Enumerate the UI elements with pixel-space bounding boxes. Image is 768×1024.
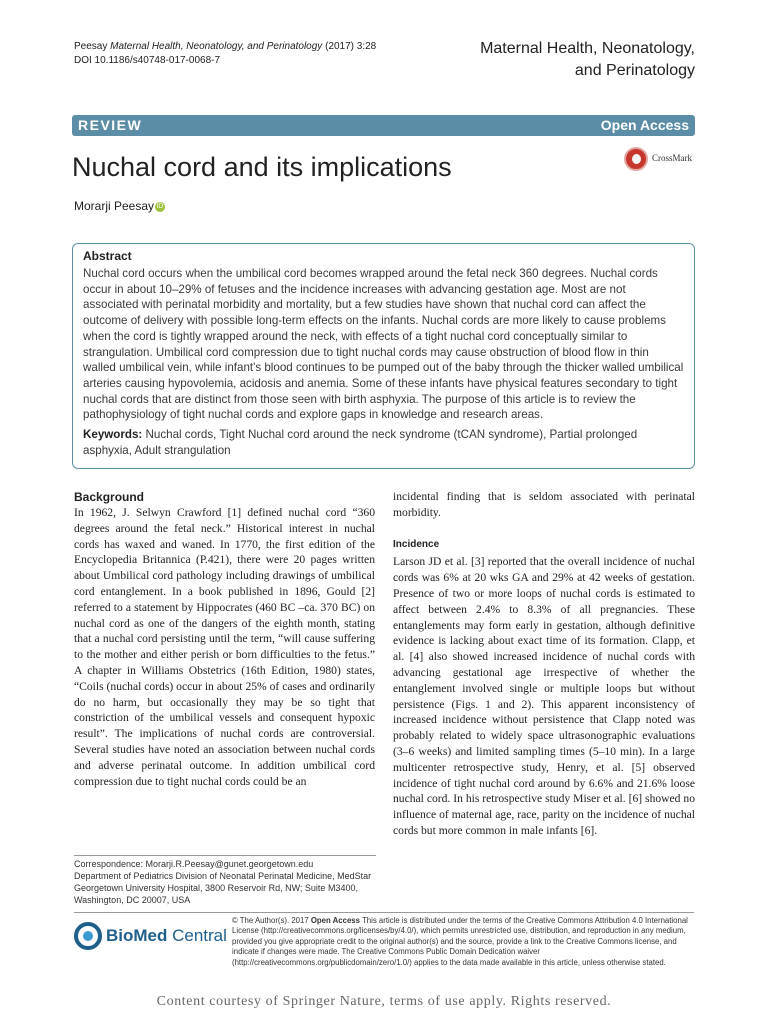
- correspondence-address: Department of Pediatrics Division of Neonatal Perinatal Medicine, MedStar Georgetown University Hospital, 3800 Reservoir Rd, NW; Suite M3400, Washington, DC 20007, USA: [74, 871, 372, 905]
- biomed-central-logo[interactable]: [74, 919, 227, 955]
- incidence-heading: Incidence: [393, 538, 440, 550]
- citation-journal: Maternal Health, Neonatology, and Perinatology: [110, 41, 323, 52]
- correspondence-divider: [74, 855, 376, 856]
- right-column: [393, 489, 695, 839]
- courtesy-line: Content courtesy of Springer Nature, terms of use apply. Rights reserved.: [156, 994, 612, 1009]
- keywords-text: Nuchal cords, Tight Nuchal cord around the neck syndrome (tCAN syndrome), Partial prolonged asphyxia, Adult strangulation: [83, 428, 638, 457]
- citation-header: [74, 40, 376, 68]
- abstract-text: Nuchal cord occurs when the umbilical cord becomes wrapped around the fetal neck 360 degrees. Nuchal cords occur in about 10–29% of fetuses and the incidence increases with advancing gestation age. Most are not associated with perinatal morbidity and mortality, but a few studies have shown that nuchal cord can affect the outcome of delivery with possible long-term effects on the infants. Nuchal cords are more likely to cause problems when the cord is tightly wrapped around the neck, with effects of a tight nuchal cord conceptually similar to strangulation. Umbilical cord compression due to tight nuchal cords may cause obstruction of blood flow in thin walled umbilical vein, while infant's blood continues to be pumped out of the baby through the thicker walled umbilical arteries causing hypovolemia, acidosis and anemia. Some of these infants have physical features secondary to tight nuchal cords that are distinct from those seen with birth asphyxia. The purpose of this article is to review the pathophysiology of tight nuchal cords and explore gaps in knowledge and research areas.: [83, 267, 684, 422]
- author-line: [74, 199, 165, 213]
- author-name[interactable]: Morarji Peesay: [74, 199, 155, 213]
- abstract-box: [72, 243, 695, 469]
- crossmark-badge[interactable]: [624, 147, 724, 173]
- correspondence: [74, 858, 376, 906]
- review-banner: [72, 115, 695, 136]
- review-label: REVIEW: [78, 117, 143, 133]
- incidence-text: Larson JD et al. [3] reported that the overall incidence of nuchal cords was 6% at 20 wks GA and 29% at 42 weeks of gestation. Presence of two or more loops of nuchal cords is estimated to affect between 2.4% to 8.3% of all pregnancies. These entanglements may form early in gestation, although definitive evidence is lacking about exact time of its formation. Clapp, et al. [4] also showed increased incidence of nuchal cords with advancing gestational age irrespective of whether the entanglement involved single or multiple loops but without persistence (Figs. 1 and 2). This apparent inconsistency of increased incidence without persistence that Clapp noted was probably related to widely space ultrasonographic evaluations (3–6 weeks) and limited sampling times (5–10 min). In a large multicenter retrospective study, Henry, et al. [5] observed incidence of tight nuchal cord around by 6.6% and 21.6% loose nuchal cord. In his retrospective study Miser et al. [6] showed no influence of maternal age, race, parity on the incidence of nuchal cords but more common in male infants [6].: [393, 555, 695, 837]
- crossmark-icon: [624, 147, 648, 171]
- biomed-central-icon: [74, 922, 102, 950]
- background-heading: Background: [74, 490, 145, 504]
- orcid-icon[interactable]: iD: [156, 202, 164, 210]
- keywords: [83, 427, 684, 458]
- keywords-label: Keywords:: [83, 428, 143, 442]
- citation-line: Peesay Maternal Health, Neonatology, and Perinatology (2017) 3:28: [74, 41, 377, 52]
- crossmark-label: CrossMark: [652, 153, 692, 163]
- abstract-heading: Abstract: [83, 249, 132, 263]
- correspondence-email[interactable]: Correspondence: Morarji.R.Peesay@gunet.georgetown.edu: [74, 859, 314, 869]
- journal-name: Maternal Health, Neonatology, and Perinatology: [480, 40, 695, 79]
- doi[interactable]: DOI 10.1186/s40748-017-0068-7: [74, 55, 221, 66]
- biomed-central-wordmark: BioMed Central: [106, 926, 227, 945]
- right-column-intro: incidental finding that is seldom associated with perinatal morbidity.: [393, 490, 695, 519]
- background-text: In 1962, J. Selwyn Crawford [1] defined nuchal cord “360 degrees around the fetal neck.” Historical interest in nuchal cords has waxed and waned. In 1770, the first edition of the Encyclopedia Britannica (P.421), there were 20 pages written about Umbilical cord pathology including drawings of umbilical cord entanglement. In a book published in 1896, Gould [2] referred to a statement by Hippocrates (460 BC –ca. 370 BC) on nuchal cord as one of the dangers of the eighth month, stating that a nuchal cord persisting until the term, “will cause suffering to the mother and either perish or born difficulties to the fetus.” A chapter in Williams Obstetrics (16th Edition, 1980) states, “Coils (nuchal cords) occur in about 25% of cases and ordinarily do no harm, but occasionally they may be so tight that constriction of the umbilical vessels and consequent hypoxic result”. The implications of nuchal cords are controversial. Several studies have noted an association between nuchal cords and adverse perinatal outcome. In addition umbilical cord compression due to tight nuchal cords could be an: [74, 506, 375, 788]
- left-column: [74, 490, 375, 789]
- footer-divider: [74, 912, 694, 913]
- article-title: Nuchal cord and its implications: [72, 152, 452, 182]
- open-access-label: Open Access: [600, 117, 689, 133]
- license-text: © The Author(s). 2017 Open Access This article is distributed under the terms of the Creative Commons Attribution 4.0 International License (http://creativecommons.org/licenses/by/4.0/), which permits unrestricted use, distribution, and reproduction in any medium, provided you give appropriate credit to the original author(s) and the source, provide a link to the Creative Commons license, and indicate if changes were made. The Creative Commons Public Domain Dedication waiver (http://creativecommons.org/publicdomain/zero/1.0/) applies to the data made available in this article, unless otherwise stated.: [232, 916, 688, 967]
